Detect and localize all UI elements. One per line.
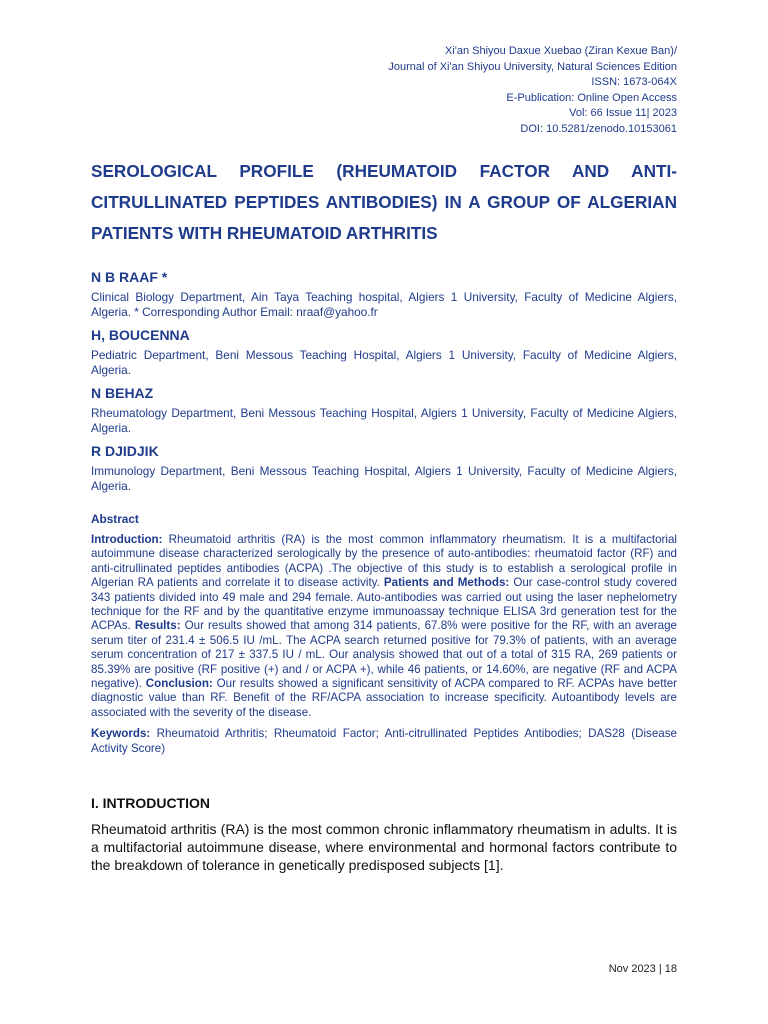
page-footer: Nov 2023 | 18 xyxy=(608,963,677,975)
author-name: H, BOUCENNA xyxy=(91,327,190,343)
issn: ISSN: 1673-064X xyxy=(591,76,677,88)
section-heading: I. INTRODUCTION xyxy=(91,795,210,811)
author-name: N BEHAZ xyxy=(91,385,154,401)
publication-type: E-Publication: Online Open Access xyxy=(506,91,677,104)
doi: DOI: 10.5281/zenodo.10153061 xyxy=(520,122,677,135)
introduction-text: Rheumatoid arthritis (RA) is the most common inflammatory rheumatism. It is a multifactorial autoimmune disease characterized serologically by the presence of auto-antibodies: rheumatoid factor (RF) and anti-citrullinated peptides antibodies (ACPA) .The objective of this study is to establish a serological profile in Algerian RA patients and correlate it to disease activity. xyxy=(91,533,677,590)
author-affiliation: Pediatric Department, Beni Messous Teaching Hospital, Algiers 1 University, Faculty of Medicine Algiers, Algeria. xyxy=(91,348,677,377)
section-body: Rheumatoid arthritis (RA) is the most common chronic inflammatory rheumatism in adults. It is a multifactorial autoimmune disease, where environmental and hormonal factors contribute to the breakdown of tolerance in genetically predisposed subjects [1]. xyxy=(91,821,677,873)
author-affiliation: Immunology Department, Beni Messous Teaching Hospital, Algiers 1 University, Faculty of Medicine Algiers, Algeria. xyxy=(91,464,677,493)
keywords-text: Rheumatoid Arthritis; Rheumatoid Factor; Anti-citrullinated Peptides Antibodies; DAS28 (Disease Activity Score) xyxy=(91,727,677,755)
author-block xyxy=(91,384,677,435)
author-name: R DJIDJIK xyxy=(91,443,159,459)
journal-header xyxy=(257,44,677,137)
abstract-section xyxy=(91,511,677,756)
conclusion-label: Conclusion: xyxy=(145,677,213,691)
methods-label: Patients and Methods: xyxy=(383,576,510,590)
introduction-label: Introduction: xyxy=(91,533,163,546)
volume-issue: Vol: 66 Issue 11| 2023 xyxy=(569,107,677,119)
journal-name-english: Journal of Xi'an Shiyou University, Natural Sciences Edition xyxy=(388,60,677,73)
results-label: Results: xyxy=(134,619,181,633)
conclusion-text: Our results showed a significant sensitivity of ACPA compared to RF. ACPAs have better diagnostic value than RF. Benefit of the RF/ACPA association to increase specificity. Autoantibody levels are associated with the severity of the disease. xyxy=(91,677,678,719)
methods-text: Our case-control study covered 343 patients divided into 49 male and 294 female. Auto-antibodies was carried out using the laser nephelometry technique for the RF and by the quantitative enzyme immunoassay technique ELISA 3rd generation test for the ACPAs. xyxy=(91,576,677,633)
author-block xyxy=(91,326,677,377)
paper-title: SEROLOGICAL PROFILE (RHEUMATOID FACTOR AND ANTI-CITRULLINATED PEPTIDES ANTIBODIES) IN A GROUP OF ALGERIAN PATIENTS WITH RHEUMATOID ARTHRITIS xyxy=(91,161,677,243)
abstract-heading: Abstract xyxy=(91,512,139,526)
author-block xyxy=(91,268,677,319)
keywords xyxy=(91,727,677,756)
results-text: Our results showed that among 314 patients, 67.8% were positive for the RF, with an average serum titer of 231.4 ± 506.5 IU /mL. The ACPA search returned positive for 79.3% of patients, with an average serum concentration of 217 ± 337.5 IU / mL. Our analysis showed that out of a total of 315 RA, 269 patients or 85.39% are positive (RF positive (+) and / or ACPA +), while 46 patients, or 14.60%, are negative (RF and ACPA negative). xyxy=(91,619,677,691)
abstract-body xyxy=(91,533,677,720)
author-affiliation: Rheumatology Department, Beni Messous Teaching Hospital, Algiers 1 University, Faculty of Medicine Algiers, Algeria. xyxy=(91,406,677,435)
introduction-section xyxy=(91,794,677,874)
author-list xyxy=(91,268,677,500)
journal-name-line: Xi'an Shiyou Daxue Xuebao (Ziran Kexue Ban)/ xyxy=(444,45,677,57)
author-name: N B RAAF * xyxy=(91,269,168,285)
author-block xyxy=(91,442,677,493)
author-affiliation: Clinical Biology Department, Ain Taya Teaching hospital, Algiers 1 University, Faculty of Medicine Algiers, Algeria. * Corresponding Author Email: nraaf@yahoo.fr xyxy=(91,290,677,319)
keywords-label: Keywords: xyxy=(91,727,151,741)
